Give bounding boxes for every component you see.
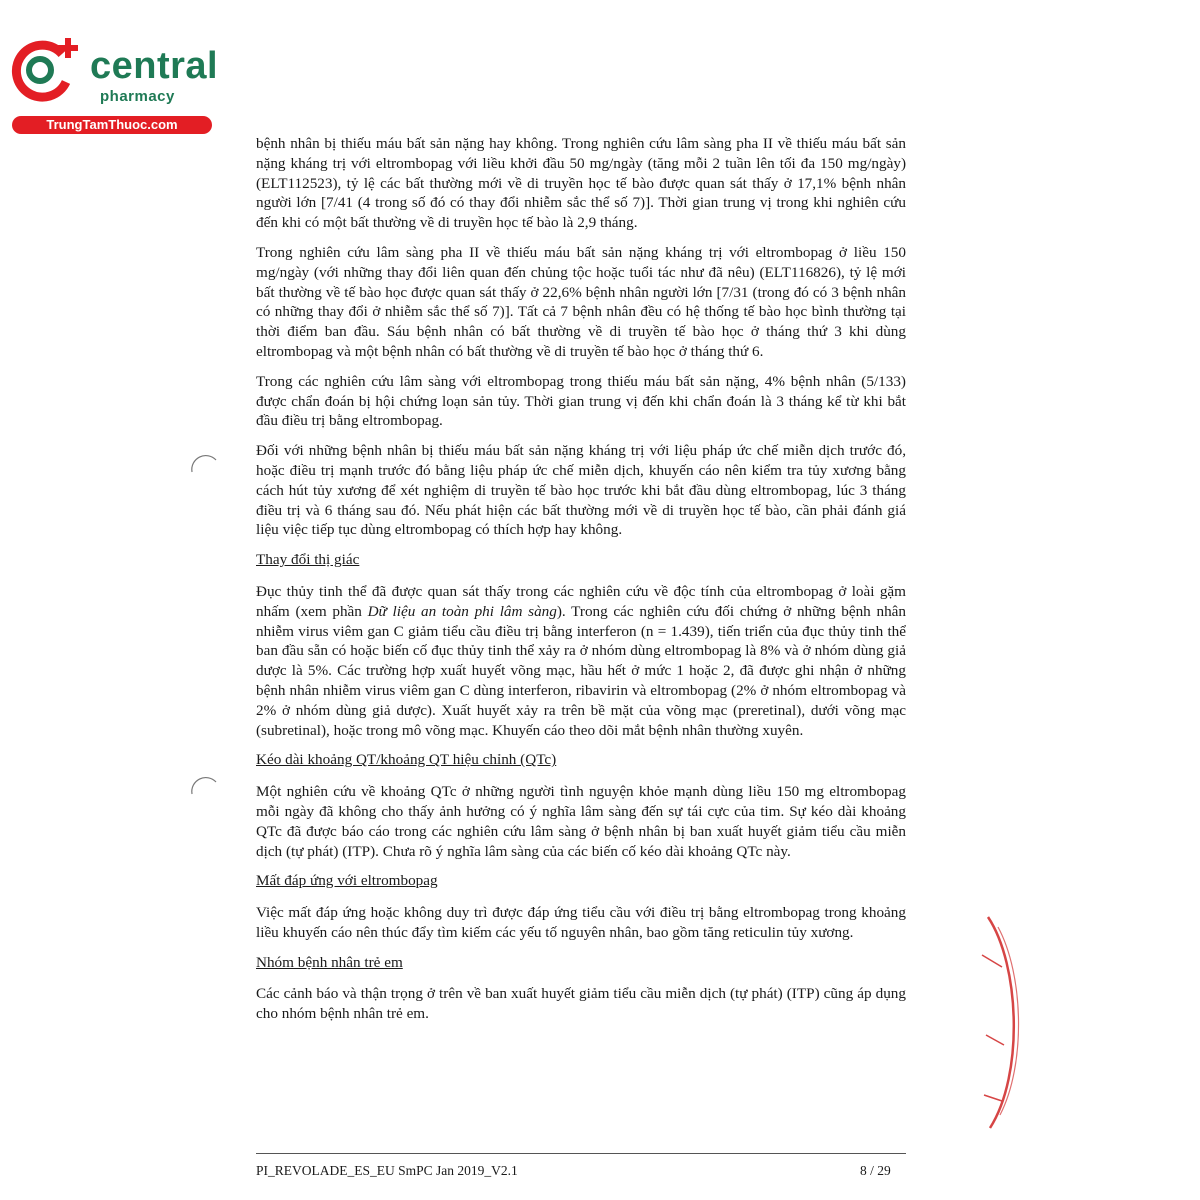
punch-hole-mark-icon — [190, 450, 218, 478]
section-heading-pediatric: Nhóm bệnh nhân trẻ em — [256, 953, 403, 971]
vision-crossref-italic: Dữ liệu an toàn phi lâm sàng — [367, 602, 557, 620]
footer-document-id: PI_REVOLADE_ES_EU SmPC Jan 2019_V2.1 — [256, 1163, 518, 1178]
paragraph-cytogenetic-elt112523: bệnh nhân bị thiếu máu bất sản nặng hay không. Trong nghiên cứu lâm sàng pha II về thiếu máu bất sản nặng kháng trị với eltrombopag với liều khởi đầu 50 mg/ngày (tăng mỗi 2 tuần lên tối đa 150 mg/ngày) (ELT112523), tỷ lệ các bất thường mới về di truyền học tế bào được quan sát thấy ở 17,1% bệnh nhân người lớn [7/41 (4 trong số đó có thay đổi nhiễm sắc thể số 7)]. Thời gian trung vị trong khi nghiên cứu đến khi có một bất thường về di truyền học tế bào là 2,9 tháng. — [256, 135, 906, 232]
punch-hole-mark-icon — [190, 772, 218, 800]
vision-text-end: ). Trong các nghiên cứu đối chứng ở những bệnh nhân nhiễm virus viêm gan C giảm tiểu cầu điều trị bằng interferon (n = 1.439), tiến triển của đục thủy tinh thể ban đầu sẵn có hoặc biến cố đục thủy tinh thể xảy ra ở nhóm dùng eltrombopag là 8% và ở nhóm dùng giả dược là 5%. Các trường hợp xuất huyết võng mạc, hầu hết ở mức 1 hoặc 2, đã được ghi nhận ở những bệnh nhân nhiễm virus viêm gan C dùng interferon, ribavirin và eltrombopag (2% ở nhóm eltrombopag và 2% ở nhóm dùng giả dược). Xuất huyết xảy ra trên bề mặt của võng mạc (preretinal), dưới võng mạc (subretinal), hoặc trong mô võng mạc. Khuyến cáo theo dõi mắt bệnh nhân thường xuyên. — [256, 602, 906, 739]
footer-page-number: 8 / 29 — [860, 1163, 891, 1178]
paragraph-loss-of-response: Việc mất đáp ứng hoặc không duy trì được đáp ứng tiểu cầu với điều trị bằng eltrombopag trong khoảng liều khuyến cáo nên thúc đẩy tìm kiếm các yếu tố nguyên nhân, bao gồm tăng reticulin tủy xương. — [256, 904, 906, 941]
section-heading-loss-of-response: Mất đáp ứng với eltrombopag — [256, 872, 438, 890]
paragraph-cytogenetic-elt116826: Trong nghiên cứu lâm sàng pha II về thiếu máu bất sản nặng kháng trị với eltrombopag ở liều 150 mg/ngày (với những thay đổi liên quan đến chủng tộc hoặc tuổi tác như đã nêu) (ELT116826), tỷ lệ mới bất thường về tế bào học được quan sát thấy ở 22,6% bệnh nhân người lớn [7/31 (trong đó có 3 bệnh nhân có những thay đổi ở nhiễm sắc thể số 7)]. Tất cả 7 bệnh nhân đều có hệ thống tế bào học bình thường tại thời điểm ban đầu. Sáu bệnh nhân có bất thường về di truyền tế bào học ở tháng thứ 3 khi dùng eltrombopag và một bệnh nhân có bất thường về di truyền tế bào học ở tháng thứ 6. — [256, 243, 906, 360]
pharmacy-logo-icon — [10, 36, 82, 102]
footer-divider — [256, 1153, 906, 1154]
paragraph-myelodysplastic: Trong các nghiên cứu lâm sàng với eltrombopag trong thiếu máu bất sản nặng, 4% bệnh nhân (5/133) được chẩn đoán bị hội chứng loạn sản tủy. Thời gian trung vị đến khi chẩn đoán là 3 tháng kể từ khi bắt đầu điều trị bằng eltrombopag. — [256, 372, 906, 430]
red-stamp-edge-icon — [980, 915, 1030, 1130]
brand-subtitle: pharmacy — [100, 88, 175, 105]
section-heading-qtc: Kéo dài khoảng QT/khoảng QT hiệu chỉnh (QTc) — [256, 751, 557, 769]
central-pharmacy-logo[interactable] — [10, 36, 220, 136]
document-body — [256, 134, 906, 1034]
paragraph-vision — [256, 582, 906, 740]
brand-website[interactable]: TrungTamThuoc.com — [12, 116, 212, 134]
vision-text-start: Đục thủy tinh thể đã được quan sát thấy trong các nghiên cứu về độc tính của eltrombopag ở loài gặm nhấm (xem phần — [256, 582, 906, 620]
brand-name: central — [90, 45, 219, 87]
section-heading-vision: Thay đổi thị giác — [256, 551, 360, 569]
paragraph-qtc: Một nghiên cứu về khoảng QTc ở những người tình nguyện khỏe mạnh dùng liều 150 mg eltrombopag mỗi ngày đã không cho thấy ảnh hưởng có ý nghĩa lâm sàng đến sự tái cực của tim. Sự kéo dài khoảng QTc đã được báo cáo trong các nghiên cứu lâm sàng ở bệnh nhân bị ban xuất huyết giảm tiểu cầu miễn dịch (tự phát) (ITP). Chưa rõ ý nghĩa lâm sàng của các biến cố kéo dài khoảng QTc này. — [256, 783, 906, 860]
paragraph-bone-marrow-recommendation: Đối với những bệnh nhân bị thiếu máu bất sản nặng kháng trị với liệu pháp ức chế miễn dịch trước đó, hoặc điều trị mạnh trước đó bằng liệu pháp ức chế miễn dịch, khuyến cáo nên kiểm tra tủy xương bằng cách hút tủy xương để xét nghiệm di truyền tế bào học trước khi bắt đầu dùng eltrombopag, lúc 3 tháng điều trị và 6 tháng sau đó. Nếu phát hiện các bất thường mới về di truyền học tế bào, cần phải đánh giá liệu việc tiếp tục dùng eltrombopag có thích hợp hay không. — [256, 442, 906, 539]
paragraph-pediatric: Các cảnh báo và thận trọng ở trên về ban xuất huyết giảm tiểu cầu miễn dịch (tự phát) (ITP) cũng áp dụng cho nhóm bệnh nhân trẻ em. — [256, 985, 906, 1023]
